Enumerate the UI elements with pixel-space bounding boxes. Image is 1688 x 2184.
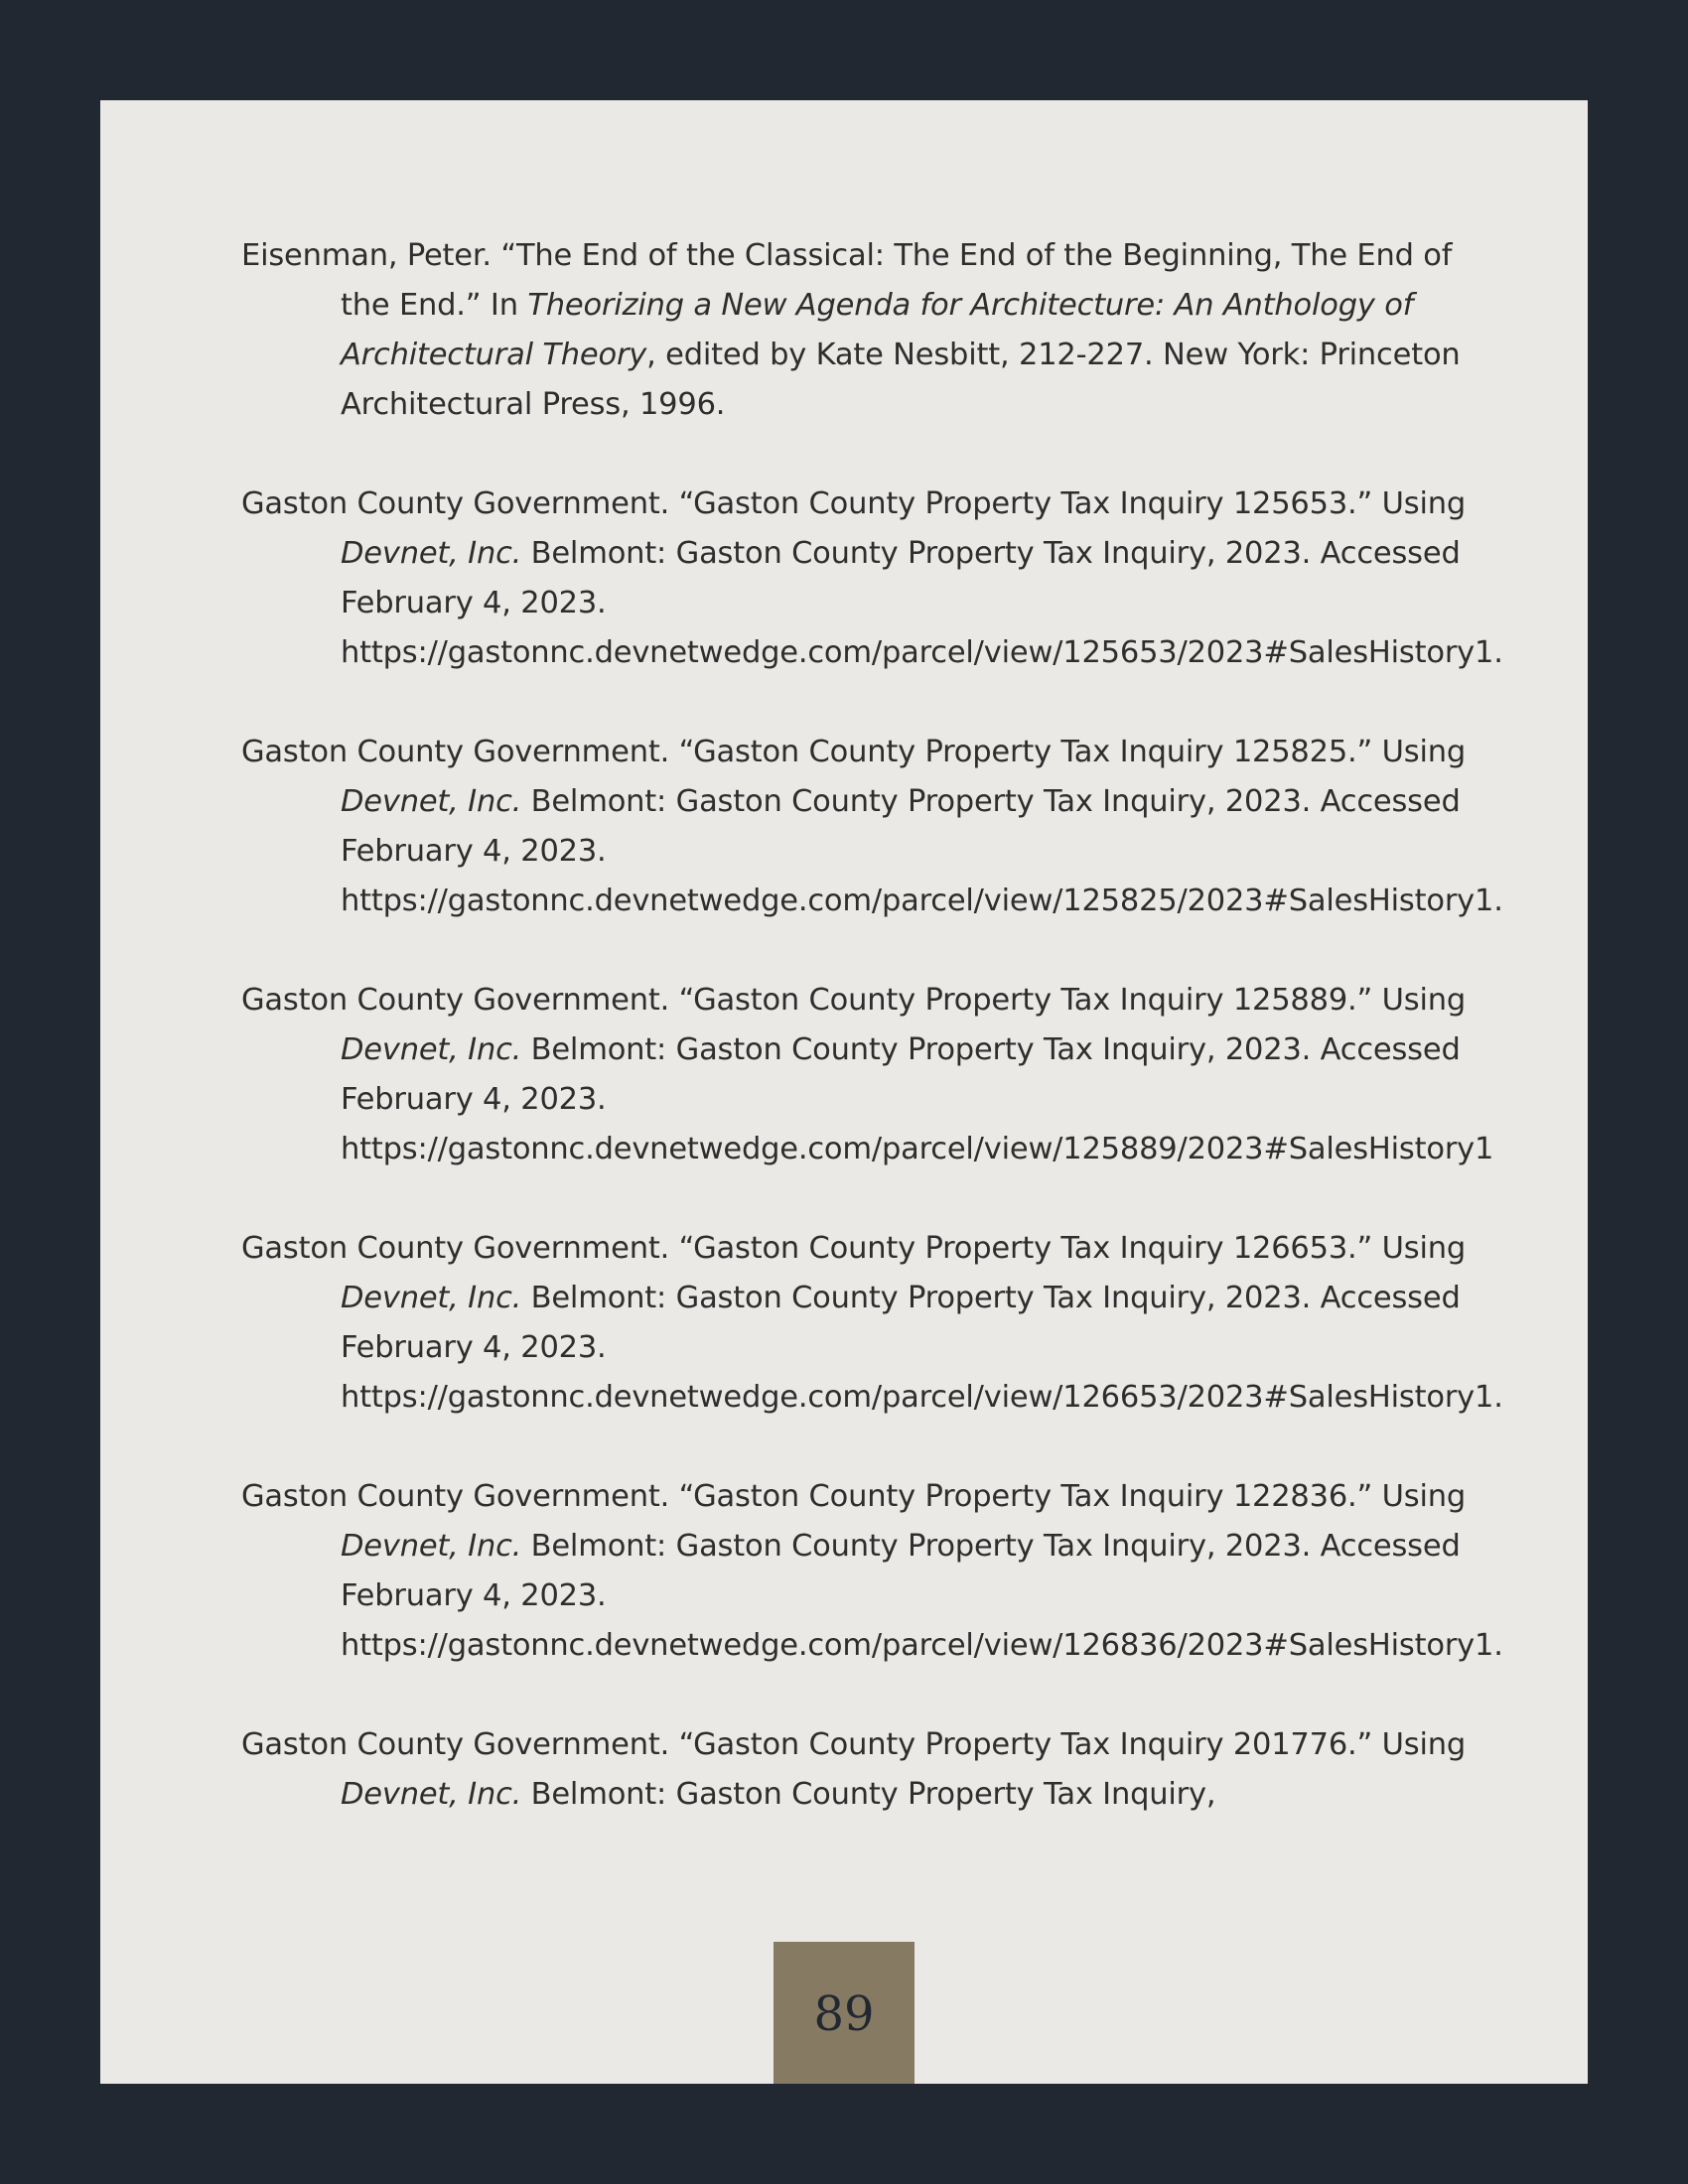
entry-italic-title: Devnet, Inc. (341, 1777, 522, 1812)
page-number: 89 (813, 1985, 875, 2042)
entry-text: Gaston County Government. “Gaston County Property Tax Inquiry 126653.” Using (241, 1231, 1467, 1266)
entry-text: Belmont: Gaston County Property Tax Inquiry, 2023. Accessed February 4, 2023. https://gastonnc.devnetwedge.com/parcel/view/125825/2023#SalesHistory1. (341, 784, 1503, 918)
page-number-badge (774, 1942, 914, 2084)
entry-text: , edited by Kate Nesbitt, 212-227. New York: Princeton Architectural Press, 1996. (341, 338, 1461, 422)
bibliography-entry (241, 728, 1503, 926)
entry-text: Eisenman, Peter. “The End of the Classical: The End of the Beginning, The End of the End.” In (241, 238, 1453, 323)
bibliography-entry (241, 976, 1494, 1174)
bibliography-entry (241, 1472, 1503, 1671)
entry-text: Belmont: Gaston County Property Tax Inquiry, (521, 1777, 1216, 1812)
document-page (100, 100, 1588, 2084)
entry-italic-title: Devnet, Inc. (341, 1281, 522, 1315)
entry-text: Belmont: Gaston County Property Tax Inquiry, 2023. Accessed February 4, 2023. https://gastonnc.devnetwedge.com/parcel/view/125889/2023#SalesHistory1 (341, 1032, 1494, 1166)
entry-text: Gaston County Government. “Gaston County Property Tax Inquiry 125889.” Using (241, 983, 1467, 1018)
entry-text: Gaston County Government. “Gaston County Property Tax Inquiry 125825.” Using (241, 735, 1467, 769)
entry-text: Belmont: Gaston County Property Tax Inquiry, 2023. Accessed February 4, 2023. https://gastonnc.devnetwedge.com/parcel/view/125653/2023#SalesHistory1. (341, 536, 1503, 670)
bibliography-entry (241, 479, 1503, 678)
bibliography-entry (241, 231, 1482, 430)
entry-text: Gaston County Government. “Gaston County Property Tax Inquiry 122836.” Using (241, 1479, 1467, 1514)
entry-text: Gaston County Government. “Gaston County Property Tax Inquiry 201776.” Using (241, 1727, 1467, 1762)
entry-italic-title: Devnet, Inc. (341, 536, 522, 571)
entry-italic-title: Devnet, Inc. (341, 784, 522, 819)
entry-italic-title: Theorizing a New Agenda for Architecture: An Anthology of Architectural Theory (341, 288, 1414, 372)
entry-text: Gaston County Government. “Gaston County Property Tax Inquiry 125653.” Using (241, 486, 1467, 521)
entry-italic-title: Devnet, Inc. (341, 1032, 522, 1067)
bibliography-entry (241, 1224, 1503, 1423)
bibliography-list (241, 231, 1503, 1869)
entry-italic-title: Devnet, Inc. (341, 1529, 522, 1564)
entry-text: Belmont: Gaston County Property Tax Inquiry, 2023. Accessed February 4, 2023. https://gastonnc.devnetwedge.com/parcel/view/126836/2023#SalesHistory1. (341, 1529, 1503, 1663)
bibliography-entry (241, 1720, 1482, 1820)
entry-text: Belmont: Gaston County Property Tax Inquiry, 2023. Accessed February 4, 2023. https://gastonnc.devnetwedge.com/parcel/view/126653/2023#SalesHistory1. (341, 1281, 1503, 1415)
